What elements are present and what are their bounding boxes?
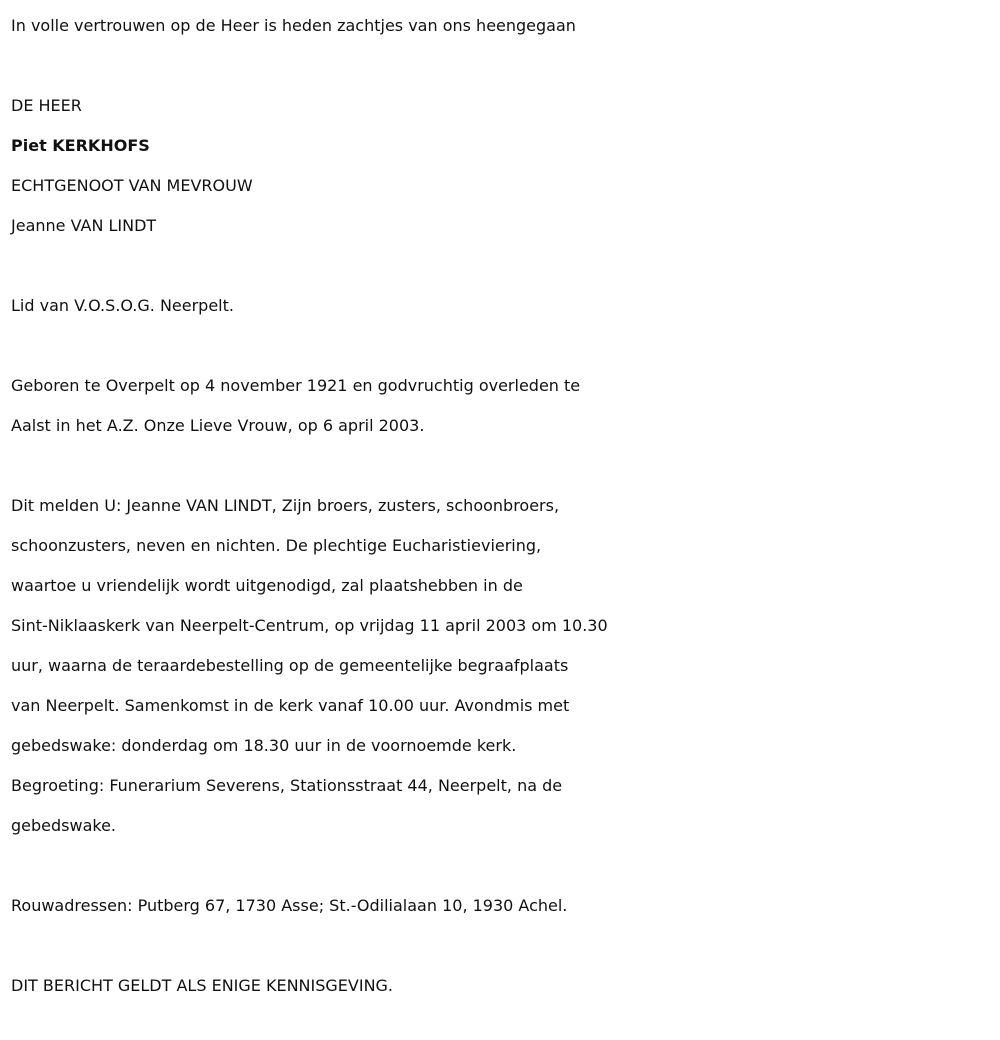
announcement-paragraph (11, 486, 996, 846)
membership-line: Lid van V.O.S.O.G. Neerpelt. (11, 296, 234, 315)
spouse-name: Jeanne VAN LINDT (11, 216, 157, 235)
paragraph-line: Sint-Niklaaskerk van Neerpelt-Centrum, op vrijdag 11 april 2003 om 10.30 (11, 616, 608, 635)
intro-line: In volle vertrouwen op de Heer is heden zachtjes van ons heengegaan (11, 16, 576, 35)
paragraph-line: uur, waarna de teraardebestelling op de gemeentelijke begraafplaats (11, 656, 569, 675)
birth-death-paragraph (11, 366, 996, 446)
paragraph-line: gebedswake: donderdag om 18.30 uur in de voornoemde kerk. (11, 736, 517, 755)
closing-line: DIT BERICHT GELDT ALS ENIGE KENNISGEVING. (11, 976, 394, 995)
paragraph-line: van Neerpelt. Samenkomst in de kerk vanaf 10.00 uur. Avondmis met (11, 696, 570, 715)
paragraph-line: waartoe u vriendelijk wordt uitgenodigd, zal plaatshebben in de (11, 576, 523, 595)
spouse-relation: ECHTGENOOT VAN MEVROUW (11, 176, 253, 195)
paragraph-line: schoonzusters, neven en nichten. De plechtige Eucharistieviering, (11, 536, 542, 555)
spacer (11, 846, 996, 886)
paragraph-line: Dit melden U: Jeanne VAN LINDT, Zijn broers, zusters, schoonbroers, (11, 496, 560, 515)
paragraph-line: Aalst in het A.Z. Onze Lieve Vrouw, op 6 april 2003. (11, 416, 425, 435)
paragraph-line: Begroeting: Funerarium Severens, Stationsstraat 44, Neerpelt, na de (11, 776, 563, 795)
honorific: DE HEER (11, 96, 82, 115)
death-notice (11, 6, 996, 1006)
spacer (11, 46, 996, 86)
deceased-name: Piet KERKHOFS (11, 136, 150, 155)
addresses-line: Rouwadressen: Putberg 67, 1730 Asse; St.-Odilialaan 10, 1930 Achel. (11, 896, 568, 915)
spacer (11, 326, 996, 366)
spacer (11, 446, 996, 486)
paragraph-line: Geboren te Overpelt op 4 november 1921 en godvruchtig overleden te (11, 376, 581, 395)
spacer (11, 926, 996, 966)
paragraph-line: gebedswake. (11, 816, 117, 835)
spacer (11, 246, 996, 286)
